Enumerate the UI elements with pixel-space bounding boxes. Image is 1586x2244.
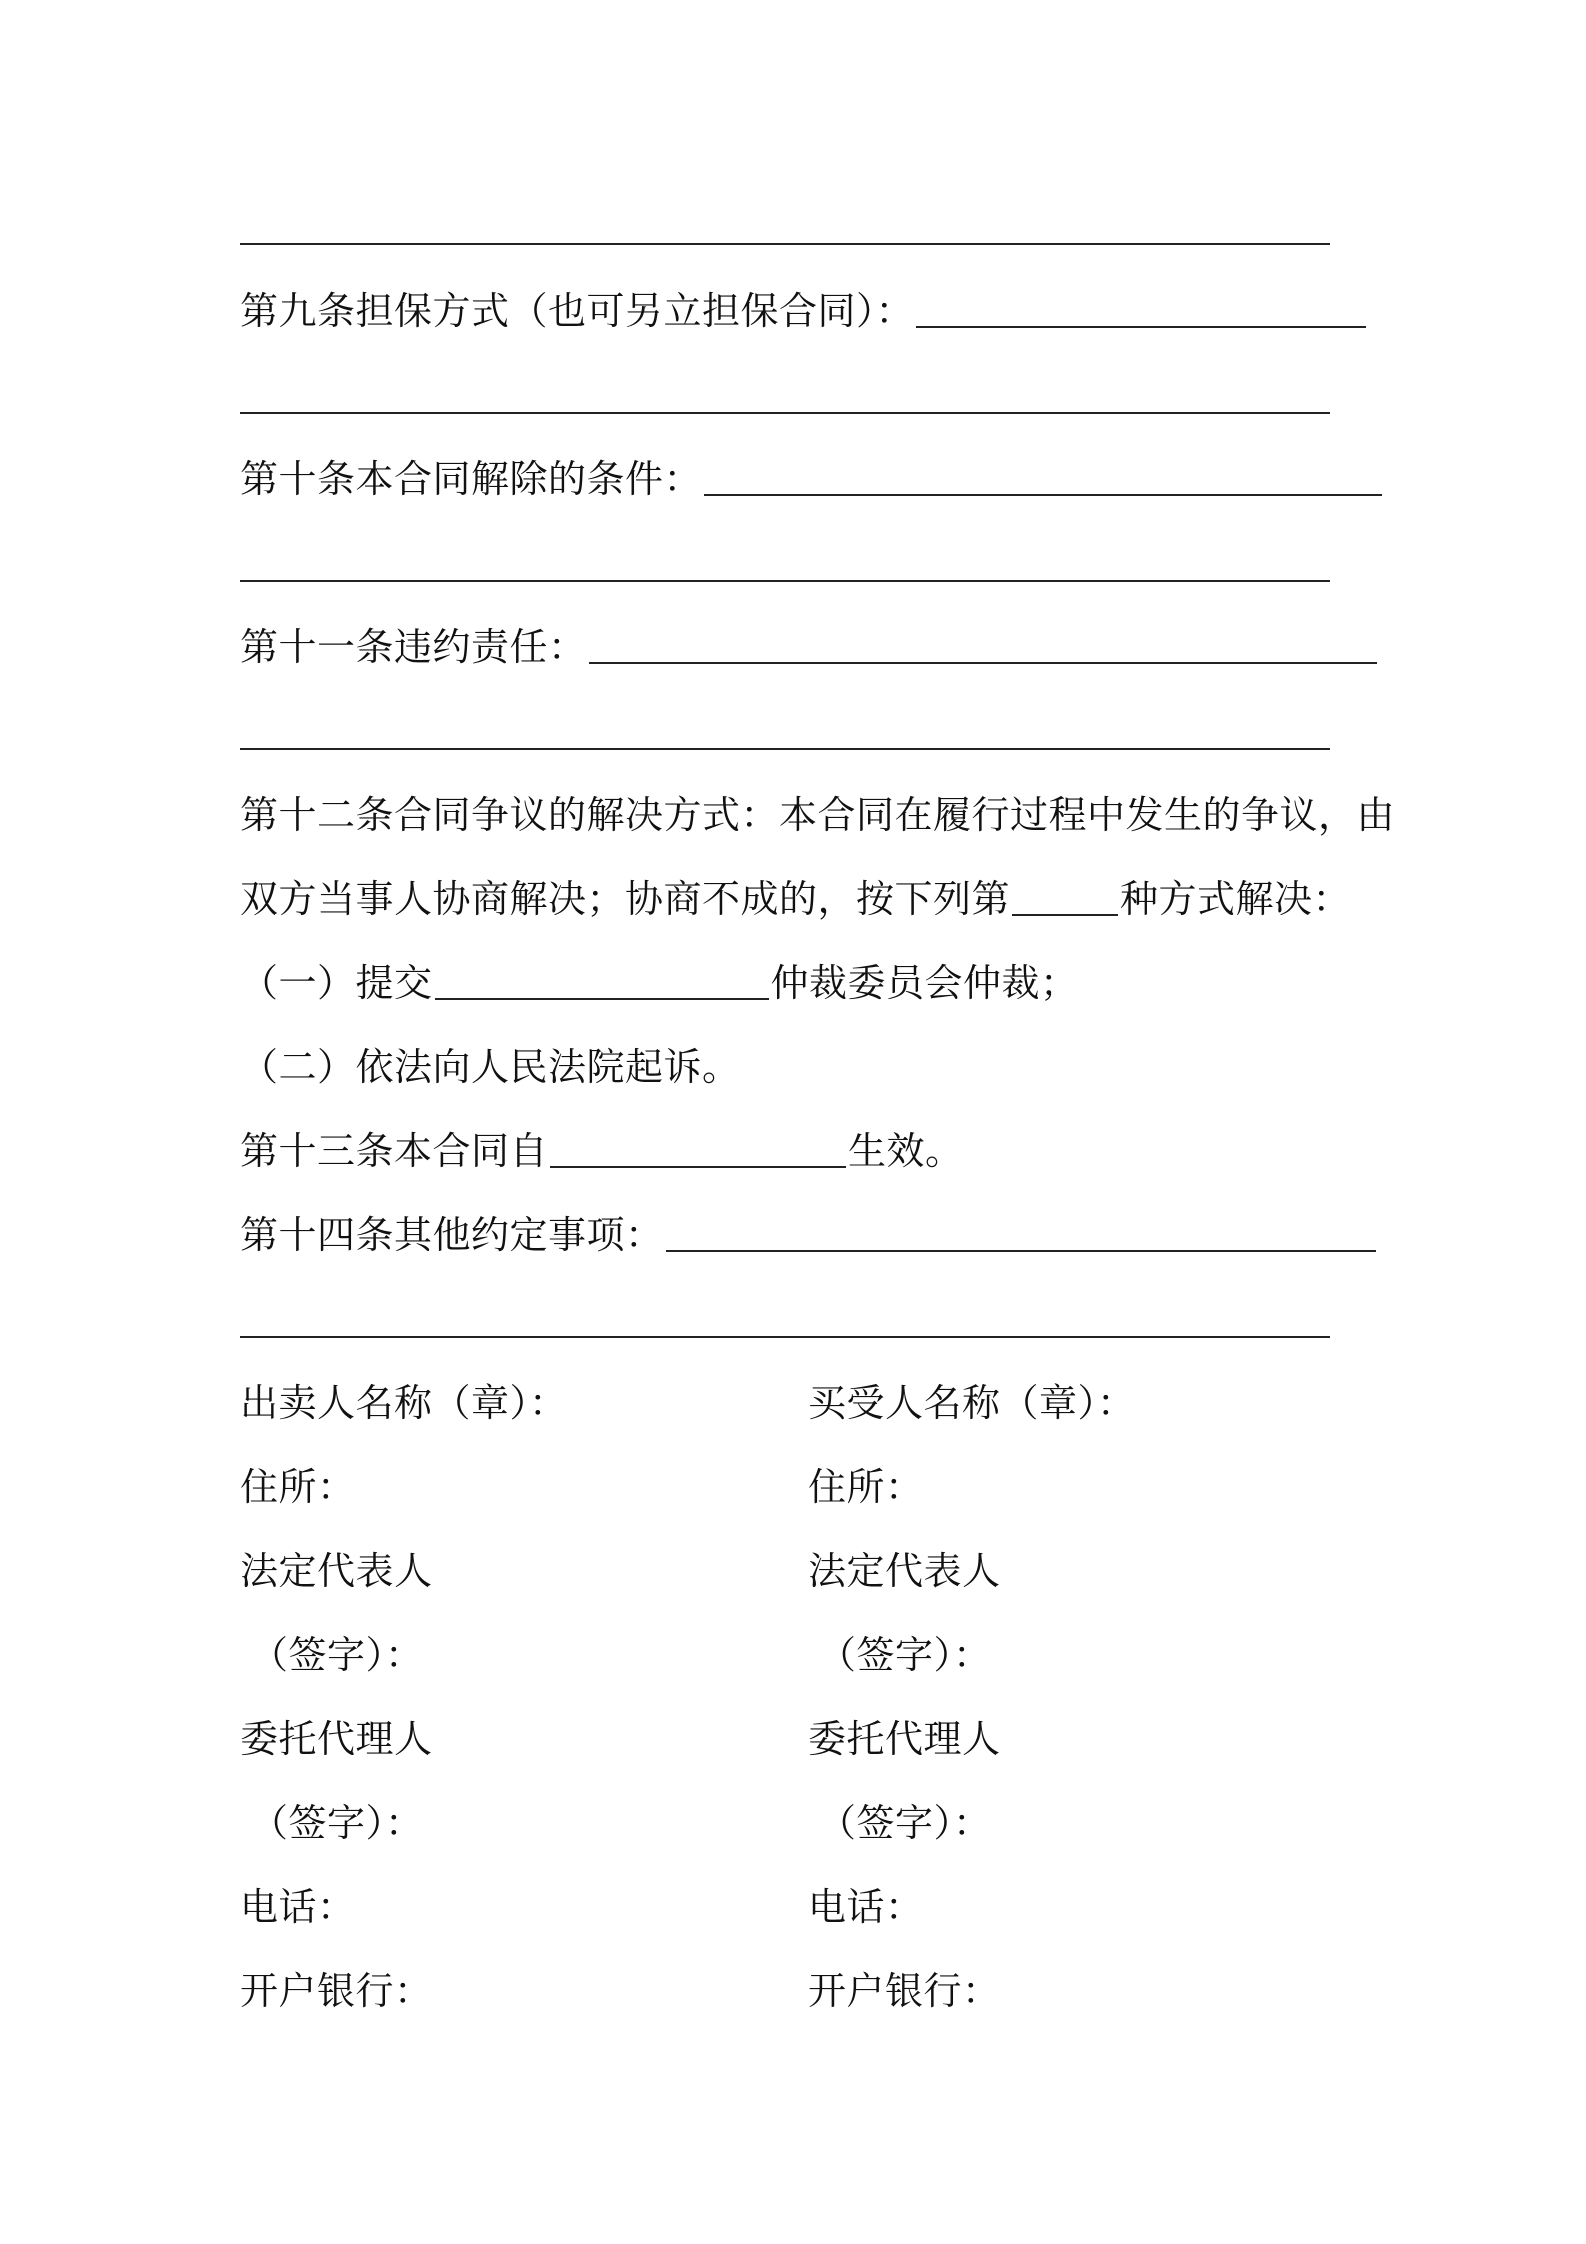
article-11-blank[interactable] — [589, 624, 1377, 664]
buyer-name: 买受人名称（章）： — [808, 1381, 1136, 1425]
article-11-blank-line-2[interactable] — [240, 748, 1330, 750]
effective-date-blank[interactable] — [550, 1128, 846, 1168]
article-9-blank-line-2[interactable] — [240, 412, 1330, 414]
article-13-text-b: 生效。 — [848, 1129, 964, 1173]
article-12-text-a: 双方当事人协商解决；协商不成的，按下列第 — [240, 877, 1011, 921]
article-14-blank[interactable] — [666, 1212, 1376, 1252]
buyer-bank: 开户银行： — [808, 1969, 1001, 2013]
seller-address: 住所： — [240, 1465, 356, 1509]
article-11-row — [240, 624, 1379, 670]
article-12-option-blank[interactable] — [1012, 876, 1118, 916]
article-12-text-b: 种方式解决： — [1120, 877, 1352, 921]
article-9-row — [240, 288, 1368, 334]
option-1-row — [240, 960, 1079, 1006]
article-9-label: 第九条担保方式（也可另立担保合同）： — [240, 289, 915, 333]
seller-bank: 开户银行： — [240, 1969, 433, 2013]
arbitration-commission-blank[interactable] — [435, 960, 769, 1000]
option-2-text: （二）依法向人民法院起诉。 — [240, 1045, 741, 1089]
seller-name: 出卖人名称（章）： — [240, 1381, 568, 1425]
buyer-address: 住所： — [808, 1465, 924, 1509]
article-13-row — [240, 1128, 964, 1174]
article-11-label: 第十一条违约责任： — [240, 625, 587, 669]
article-9-blank[interactable] — [916, 288, 1366, 328]
article-10-blank-line-2[interactable] — [240, 580, 1330, 582]
article-10-label: 第十条本合同解除的条件： — [240, 457, 703, 501]
seller-phone: 电话： — [240, 1885, 356, 1929]
buyer-legal-sign: （签字）： — [818, 1633, 992, 1677]
buyer-agent-sign: （签字）： — [818, 1801, 992, 1845]
option-1-text-b: 仲裁委员会仲裁； — [770, 961, 1079, 1005]
article-10-blank[interactable] — [704, 456, 1382, 496]
article-12-line-1: 第十二条合同争议的解决方式：本合同在履行过程中发生的争议，由 — [240, 793, 1396, 837]
seller-legal-sign: （签字）： — [250, 1633, 424, 1677]
seller-agent-sign: （签字）： — [250, 1801, 424, 1845]
article-14-blank-line-2[interactable] — [240, 1336, 1330, 1338]
seller-legal-rep: 法定代表人 — [240, 1549, 433, 1593]
blank-line-top — [240, 243, 1330, 245]
seller-agent: 委托代理人 — [240, 1717, 433, 1761]
buyer-agent: 委托代理人 — [808, 1717, 1001, 1761]
option-1-text-a: （一）提交 — [240, 961, 433, 1005]
buyer-legal-rep: 法定代表人 — [808, 1549, 1001, 1593]
article-12-line-2 — [240, 876, 1351, 922]
article-13-text-a: 第十三条本合同自 — [240, 1129, 549, 1173]
article-14-row — [240, 1212, 1378, 1258]
article-14-label: 第十四条其他约定事项： — [240, 1213, 664, 1257]
buyer-phone: 电话： — [808, 1885, 924, 1929]
article-10-row — [240, 456, 1384, 502]
